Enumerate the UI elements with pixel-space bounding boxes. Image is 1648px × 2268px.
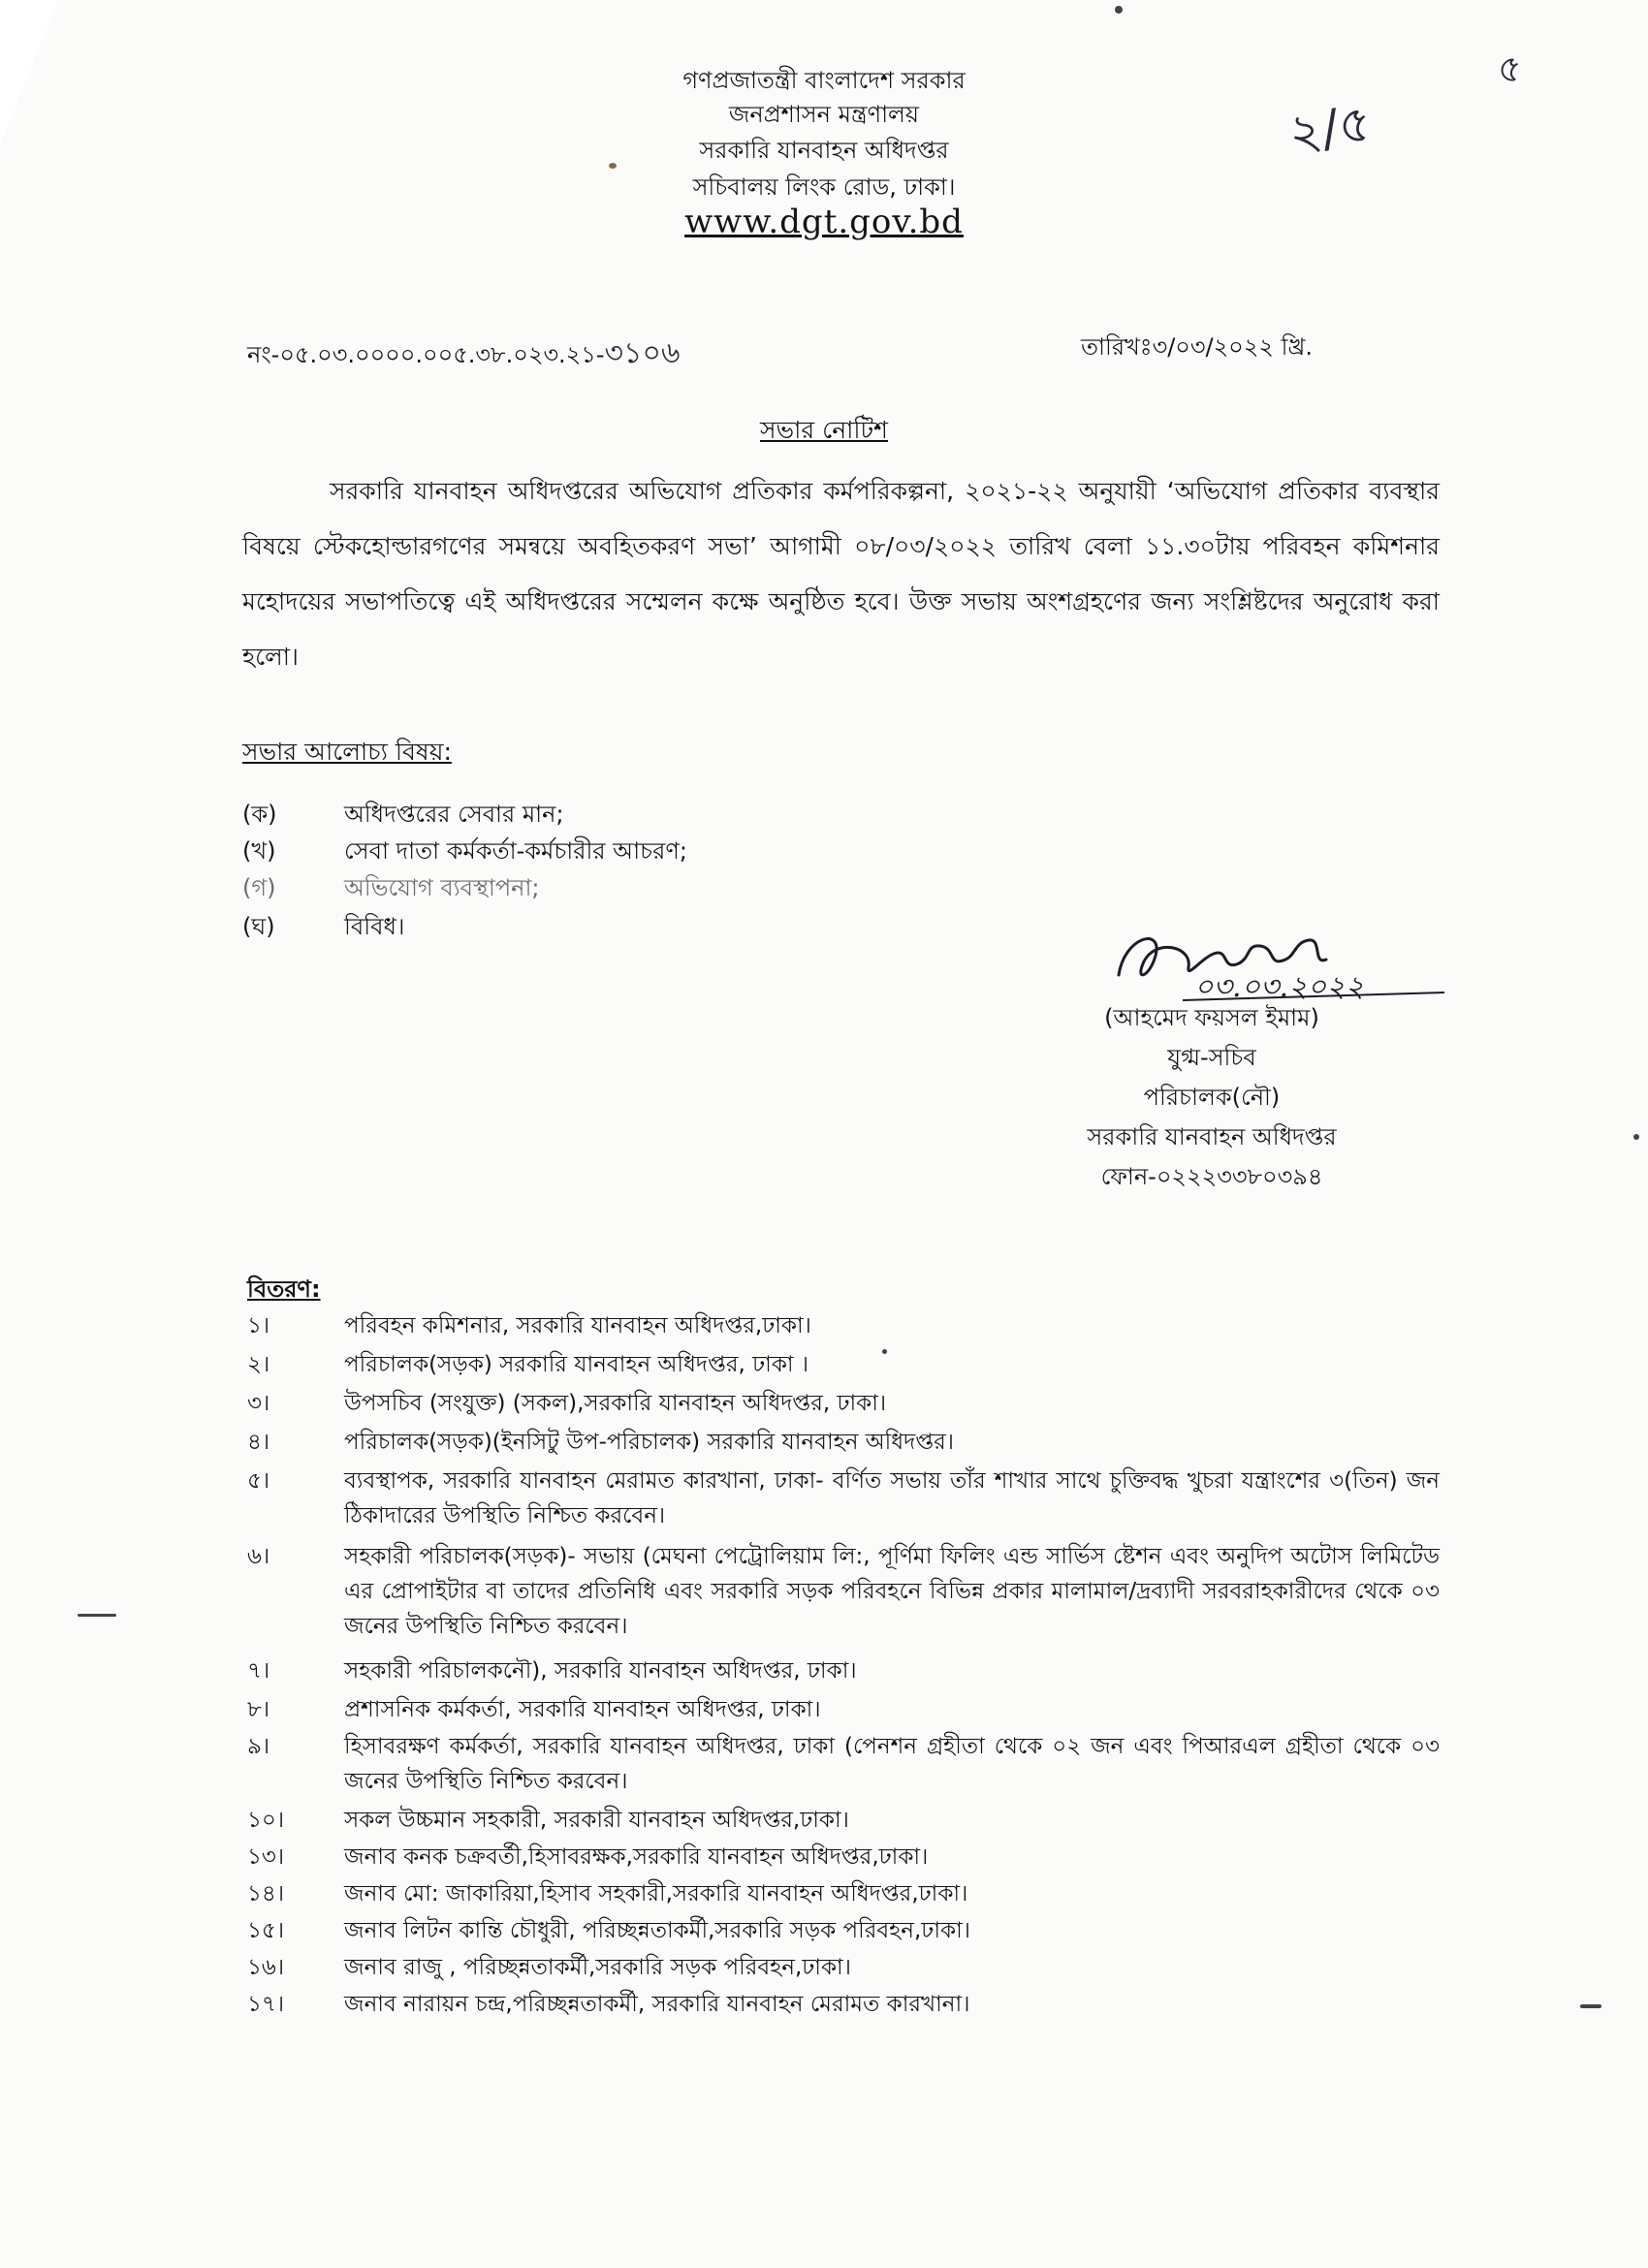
header-address: সচিবালয় লিংক রোড, ঢাকা। [692,173,956,201]
distribution-text: জনাব কনক চক্রবর্তী,হিসাবরক্ষক,সরকারি যানবাহন অধিদপ্তর,ঢাকা। [344,1844,929,1870]
distribution-heading: বিতরণ: [247,1276,321,1303]
reference-number [247,330,681,379]
distribution-number: ৭। [247,1658,270,1684]
handwritten-mark: ২/৫ [1284,94,1376,164]
signatory-block [1047,998,1377,1197]
distribution-number: ৬। [247,1544,270,1569]
agenda-text: বিবিধ। [344,913,405,940]
distribution-text: প্রশাসনিক কর্মকর্তা, সরকারি যানবাহন অধিদপ্তর, ঢাকা। [344,1697,821,1722]
agenda-key: (ক) [242,801,277,828]
distribution-text: জনাব লিটন কান্তি চৌধুরী, পরিচ্ছন্নতাকর্মী,সরকারি সড়ক পরিবহন,ঢাকা। [344,1918,970,1943]
signatory-designation: যুগ্ম-সচিব [1167,1044,1256,1071]
distribution-number: ৮। [247,1697,270,1722]
agenda-text: অভিযোগ ব্যবস্থাপনা; [344,874,540,901]
distribution-number: ১৪। [247,1881,285,1906]
agenda-key: (খ) [242,837,276,865]
distribution-number: ৩। [247,1391,270,1416]
distribution-number: ১৫। [247,1918,285,1943]
signatory-phone: ফোন-০২২২৩৩৮০৩৯৪ [1100,1163,1323,1190]
signatory-role: পরিচালক(নৌ) [1143,1084,1281,1111]
distribution-text: সকল উচ্চমান সহকারী, সরকারী যানবাহন অধিদপ্তর,ঢাকা। [344,1808,849,1833]
scan-speck [609,163,617,169]
agenda-key: (গ) [242,874,276,901]
distribution-text: হিসাবরক্ষণ কর্মকর্তা, সরকারি যানবাহন অধিদপ্তর, ঢাকা (পেনশন গ্রহীতা থেকে ০২ জন এবং পিআরএল গ্রহীতা থেকে ০৩ জনের উপস্থিতি নিশ্চিত করবেন। [344,1734,1440,1794]
distribution-text: জনাব মো: জাকারিয়া,হিসাব সহকারী,সরকারি যানবাহন অধিদপ্তর,ঢাকা। [344,1881,968,1906]
notice-body: সরকারি যানবাহন অধিদপ্তরের অভিযোগ প্রতিকার কর্মপরিকল্পনা, ২০২১-২২ অনুযায়ী ‘অভিযোগ প্রতিকার ব্যবস্থার বিষয়ে স্টেকহোল্ডারগণের সমন্বয়ে অবহিতকরণ সভা’ আগামী ০৮/০৩/২০২২ তারিখ বেলা ১১.৩০টায় পরিবহন কমিশনার মহোদয়ের সভাপতিত্বে এই অধিদপ্তরের সম্মেলন কক্ষে অনুষ্ঠিত হবে। উক্ত সভায় অংশগ্রহণের জন্য সংশ্লিষ্টদের অনুরোধ করা হলো। [242,477,1440,671]
distribution-text: উপসচিব (সংযুক্ত) (সকল),সরকারি যানবাহন অধিদপ্তর, ঢাকা। [344,1391,887,1416]
distribution-text: পরিচালক(সড়ক)(ইনসিটু উপ-পরিচালক) সরকারি যানবাহন অধিদপ্তর। [344,1430,954,1455]
distribution-text: পরিচালক(সড়ক) সরকারি যানবাহন অধিদপ্তর, ঢাকা । [344,1352,809,1377]
reference-number-text: নং-০৫.০৩.০০০০.০০৫.৩৮.০২৩.২১- [247,341,605,368]
agenda-heading: সভার আলোচ্য বিষয়: [242,738,452,766]
header-department: সরকারি যানবাহন অধিদপ্তর [699,137,949,164]
distribution-number: ১৬। [247,1955,285,1980]
distribution-number: ১৭। [247,1992,285,2017]
header-government: গণপ্রজাতন্ত্রী বাংলাদেশ সরকার [682,67,966,94]
signatory-name: (আহমেদ ফয়সল ইমাম) [1104,1004,1319,1031]
agenda-text: অধিদপ্তরের সেবার মান; [344,801,564,828]
distribution-text: পরিবহন কমিশনার, সরকারি যানবাহন অধিদপ্তর,ঢাকা। [344,1313,811,1339]
distribution-number: ১০। [247,1808,285,1833]
distribution-number: ৯। [247,1734,270,1759]
handwritten-mark: ৫ [1498,47,1522,90]
distribution-number: ১৩। [247,1844,285,1870]
distribution-text: সহকারী পরিচালক(সড়ক)- সভায় (মেঘনা পেট্রোলিয়াম লি:, পূর্ণিমা ফিলিং এন্ড সার্ভিস ষ্টেশন এবং অনুদিপ অটোস লিমিটেড এর প্রোপাইটার বা তাদের প্রতিনিধি এবং সরকারি সড়ক পরিবহনে বিভিন্ন প্রকার মালামাল/দ্রব্যাদী সরবরাহকারীদের থেকে ০৩ জনের উপস্থিতি নিশ্চিত করবেন। [344,1544,1440,1639]
distribution-text: সহকারী পরিচালকনৌ), সরকারি যানবাহন অধিদপ্তর, ঢাকা। [344,1658,857,1684]
scan-speck [78,1614,116,1617]
signature-date: ০৩.০৩.২০২২ [1194,970,1365,1004]
distribution-number: ৫। [247,1468,270,1494]
header-website: www.dgt.gov.bd [684,203,964,241]
distribution-text: জনাব নারায়ন চন্দ্র,পরিচ্ছন্নতাকর্মী, সরকারি যানবাহন মেরামত কারখানা। [344,1992,970,2017]
distribution-text: ব্যবস্থাপক, সরকারি যানবাহন মেরামত কারখানা, ঢাকা- বর্ণিত সভায় তাঁর শাখার সাথে চুক্তিবদ্ধ খুচরা যন্ত্রাংশের ৩(তিন) জন ঠিকাদারের উপস্থিতি নিশ্চিত করবেন। [344,1468,1440,1528]
scan-speck [1580,2004,1601,2008]
agenda-key: (ঘ) [242,913,275,940]
scan-speck [1115,6,1123,14]
distribution-number: ৪। [247,1430,270,1455]
agenda-text: সেবা দাতা কর্মকর্তা-কর্মচারীর আচরণ; [344,837,687,865]
scan-speck [1633,1134,1639,1140]
distribution-text: জনাব রাজু , পরিচ্ছন্নতাকর্মী,সরকারি সড়ক পরিবহন,ঢাকা। [344,1955,851,1980]
handwritten-ref-suffix: ৩১০৬ [604,336,681,370]
scan-speck [882,1349,887,1354]
distribution-number: ২। [247,1352,270,1377]
header-ministry: জনপ্রশাসন মন্ত্রণালয় [728,101,920,128]
reference-date: তারিখঃ৩/০৩/২০২২ খ্রি. [1081,333,1313,361]
distribution-number: ১। [247,1313,270,1339]
notice-title: সভার নোটিশ [760,416,888,444]
signatory-office: সরকারি যানবাহন অধিদপ্তর [1087,1123,1337,1150]
